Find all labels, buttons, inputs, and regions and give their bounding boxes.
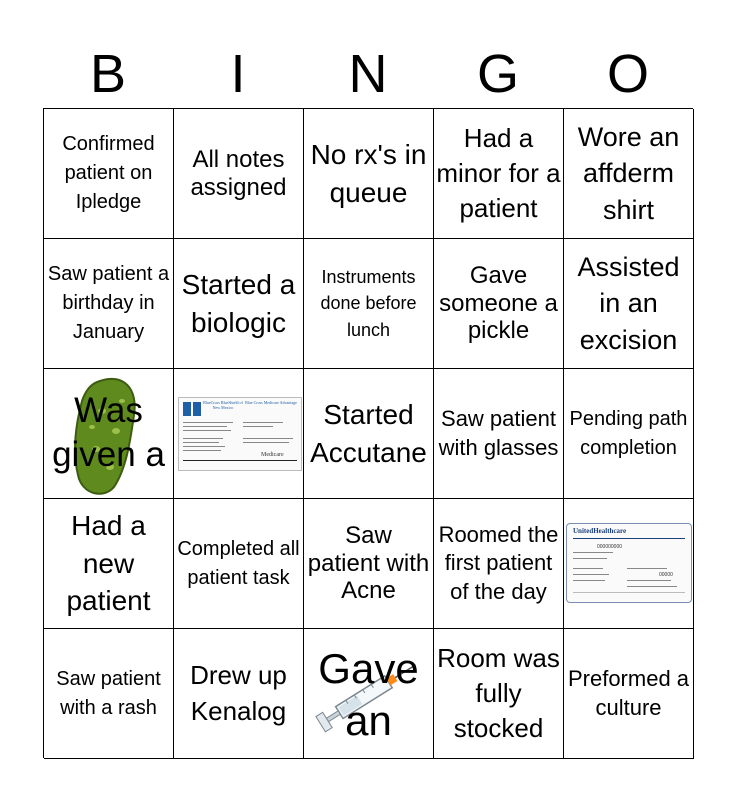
cell-text: No rx's in queue [310, 138, 427, 208]
bingo-cell[interactable] [174, 629, 304, 759]
cell-text: Drew up Kenalog [190, 660, 287, 726]
header-letter-g: G [476, 44, 519, 104]
insurance-card-icon [566, 523, 692, 603]
bingo-cell[interactable] [174, 239, 304, 369]
insurance-card-icon [178, 397, 302, 471]
card-plan: Blue Cross Medicare Advantage [245, 400, 297, 405]
bingo-header [43, 40, 693, 108]
cell-text: Wore an affderm shirt [577, 121, 680, 225]
cell-text: Had a new patient [66, 509, 151, 617]
cell-text: Gave someone a pickle [439, 262, 558, 345]
cell-text: Saw patient with Acne [307, 522, 430, 605]
bingo-cell[interactable] [44, 499, 174, 629]
cell-text: Confirmed patient on Ipledge [62, 133, 155, 213]
bingo-cell[interactable] [174, 369, 304, 499]
header-letter-o: O [606, 44, 649, 104]
bingo-cell[interactable] [304, 239, 434, 369]
bingo-cell[interactable] [434, 239, 564, 369]
bingo-cell[interactable] [434, 369, 564, 499]
bingo-cell[interactable] [174, 109, 304, 239]
cell-text: Saw patient a birthday in January [47, 263, 170, 343]
bingo-cell[interactable] [304, 109, 434, 239]
card-footer: Medicare [261, 452, 284, 458]
bingo-cell[interactable] [304, 629, 434, 759]
cell-text: Started Accutane [310, 398, 427, 468]
bingo-cell[interactable] [564, 369, 694, 499]
bingo-cell[interactable] [44, 239, 174, 369]
cell-text: Saw patient with a rash [56, 667, 161, 719]
bingo-cell[interactable] [44, 369, 174, 499]
bingo-cell[interactable] [434, 109, 564, 239]
cell-text: Completed all patient task [177, 537, 300, 589]
bingo-cell[interactable] [434, 629, 564, 759]
card-brand: UnitedHealthcare [573, 527, 627, 535]
card-group: 00000 [659, 572, 673, 578]
bingo-cell[interactable] [44, 629, 174, 759]
cell-text: Assisted in an excision [577, 251, 680, 355]
card-member-id: 000000000 [597, 544, 623, 550]
cell-text: Roomed the first patient of the day [438, 521, 559, 604]
bingo-cell[interactable] [174, 499, 304, 629]
bingo-cell[interactable] [564, 499, 694, 629]
bingo-cell[interactable] [44, 109, 174, 239]
cell-text: Room was fully stocked [437, 642, 560, 744]
card-brand: BlueCross BlueShield of New Mexico [203, 400, 243, 410]
bingo-cell[interactable] [564, 629, 694, 759]
cell-text: Was given a [52, 391, 165, 474]
header-letter-i: I [230, 44, 246, 104]
bingo-cell[interactable] [564, 239, 694, 369]
cell-text: Gave an [318, 645, 419, 744]
cell-text: Started a biologic [181, 268, 296, 338]
cell-text: Preformed a culture [567, 665, 690, 720]
header-letter-b: B [89, 44, 127, 104]
cell-text: Pending path completion [569, 407, 688, 459]
bingo-cell[interactable] [434, 499, 564, 629]
bingo-grid [43, 108, 693, 758]
bingo-cell[interactable] [564, 109, 694, 239]
bingo-cell[interactable] [304, 499, 434, 629]
cell-text: Had a minor for a patient [436, 122, 561, 224]
cell-text: All notes assigned [190, 145, 287, 201]
header-letter-n: N [348, 44, 388, 104]
cell-text: Saw patient with glasses [438, 405, 559, 460]
bingo-cell[interactable] [304, 369, 434, 499]
cell-text: Instruments done before lunch [320, 267, 417, 340]
